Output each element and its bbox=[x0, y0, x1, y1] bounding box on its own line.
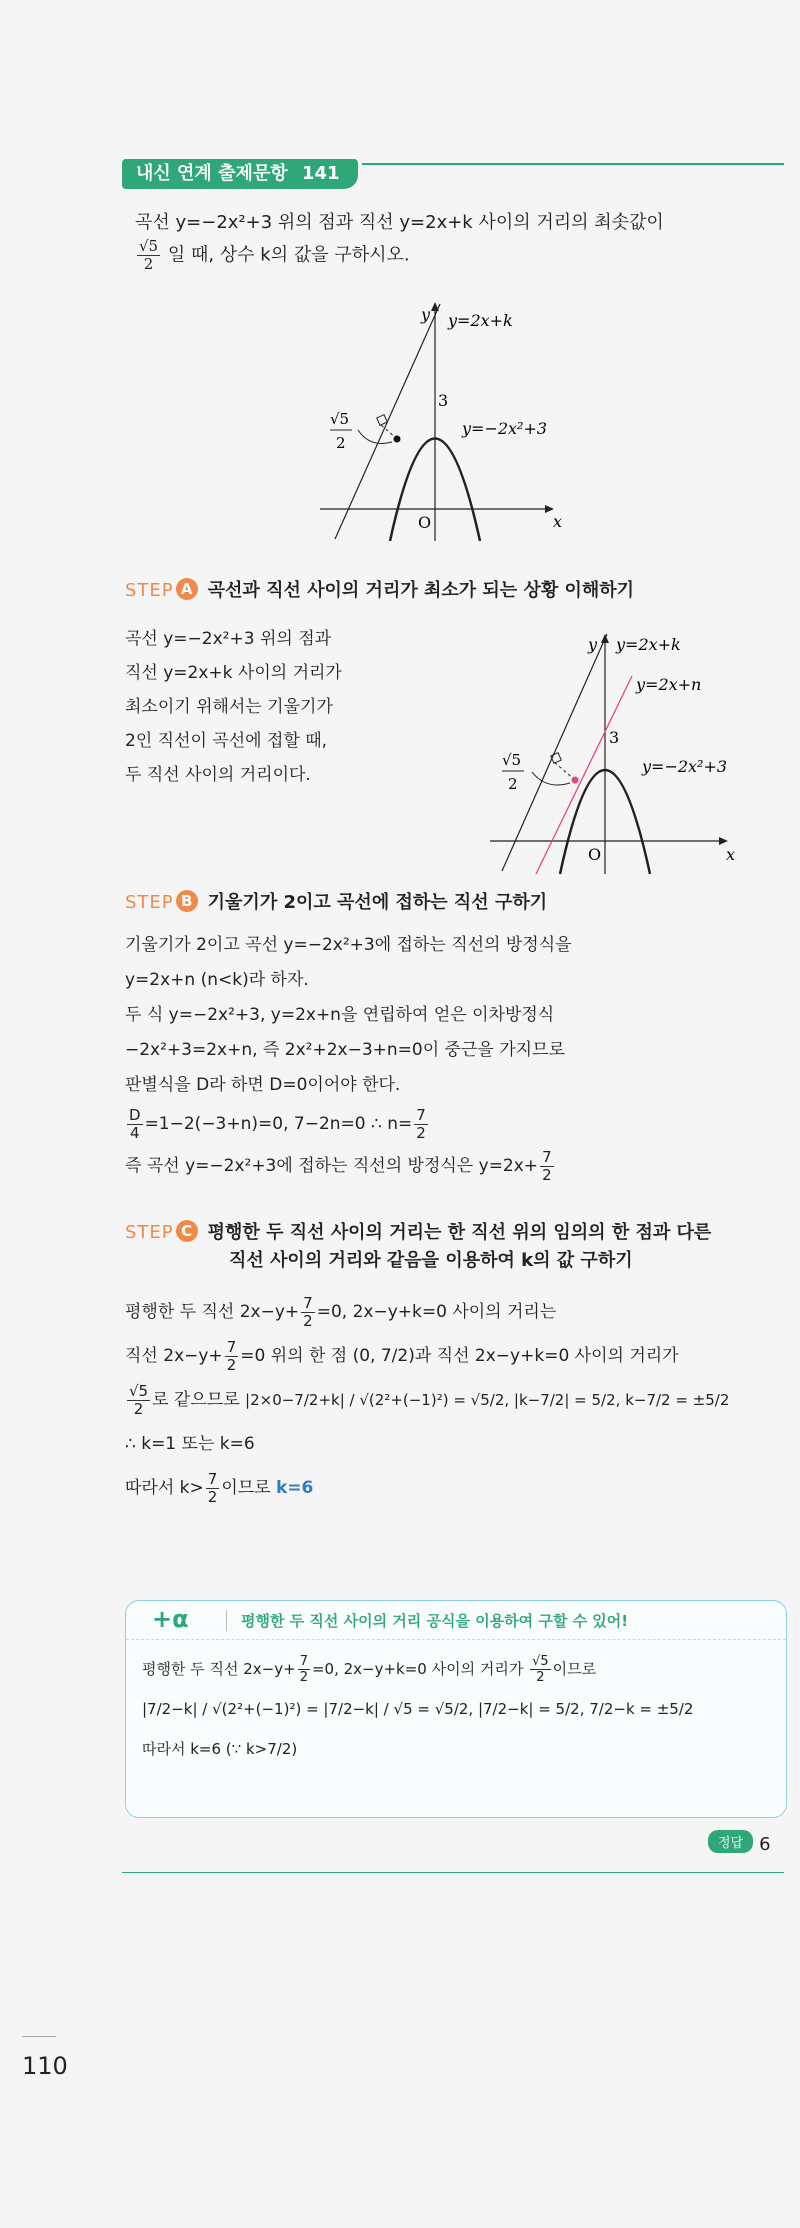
distance-equation: |2×0−7/2+k| / √(2²+(−1)²) = √5/2, |k−7/2| = 5/2, k−7/2 = ±5/2 bbox=[245, 1391, 730, 1409]
graph1-line-label: y=2x+k bbox=[448, 311, 513, 330]
step-c-line-2 bbox=[125, 1334, 785, 1378]
step-c-line-1-b: =0, 2x−y+k=0 사이의 거리는 bbox=[316, 1302, 557, 1322]
answer-badge: 정답 bbox=[708, 1830, 753, 1853]
step-c-body bbox=[125, 1290, 785, 1510]
graph2-dist-den: 2 bbox=[508, 775, 518, 793]
graph1-pointer bbox=[358, 430, 392, 444]
step-a-title: 곡선과 직선 사이의 거리가 최소가 되는 상황 이해하기 bbox=[207, 580, 635, 601]
frac-num: 7 bbox=[226, 1337, 237, 1356]
step-c-line-3 bbox=[125, 1378, 785, 1422]
frac-den: 2 bbox=[207, 1487, 218, 1506]
step-c-letter: C bbox=[176, 1220, 198, 1242]
frac-den: 4 bbox=[130, 1123, 140, 1142]
step-b-letter: B bbox=[176, 890, 198, 912]
frac-num: D bbox=[129, 1105, 141, 1124]
tip-line-1 bbox=[142, 1649, 772, 1689]
tip-box-header bbox=[126, 1601, 786, 1640]
header-number: 141 bbox=[301, 163, 340, 184]
header-series: 내신 연계 출제문항 bbox=[136, 163, 288, 184]
graph-1 bbox=[300, 296, 600, 541]
frac-den: 2 bbox=[542, 1165, 552, 1184]
tip-symbol: +α bbox=[152, 1605, 189, 1633]
step-c-header bbox=[125, 1220, 711, 1246]
graph2-tangent-line bbox=[536, 676, 632, 874]
problem-line-2 bbox=[135, 238, 775, 273]
step-b-body bbox=[125, 928, 785, 1187]
graph2-x-label: x bbox=[726, 845, 736, 864]
tip-line-2: |7/2−k| / √(2²+(−1)²) = |7/2−k| / √5 = √5/2, |7/2−k| = 5/2, 7/2−k = ±5/2 bbox=[142, 1700, 694, 1718]
problem-frac-den: 2 bbox=[143, 255, 154, 273]
frac-den: 2 bbox=[226, 1355, 237, 1374]
step-a-line: 곡선 y=−2x²+3 위의 점과 bbox=[125, 629, 332, 649]
frac-7-2 bbox=[206, 1471, 220, 1506]
frac-sqrt5-2 bbox=[127, 1383, 150, 1418]
step-c-line-1-a: 평행한 두 직선 2x−y+ bbox=[125, 1302, 300, 1322]
frac-7-2 bbox=[298, 1654, 310, 1685]
step-a-line: 직선 y=2x+k 사이의 거리가 bbox=[125, 663, 342, 683]
tip-line-1-a: 평행한 두 직선 2x−y+ bbox=[142, 1660, 296, 1678]
answer-value: 6 bbox=[759, 1834, 771, 1855]
graph1-dist-num: √5 bbox=[330, 410, 350, 428]
tangent-intercept bbox=[540, 1149, 554, 1184]
step-c-line-2-c: 과 직선 2x−y+k=0 사이의 거리가 bbox=[414, 1346, 679, 1366]
graph2-y-label: y bbox=[588, 635, 598, 654]
tip-title: 평행한 두 직선 사이의 거리 공식을 이용하여 구할 수 있어! bbox=[226, 1610, 628, 1631]
frac-7-2 bbox=[301, 1295, 315, 1330]
frac-num: 7 bbox=[207, 1469, 218, 1488]
tip-line-1-c: 이므로 bbox=[552, 1660, 597, 1678]
frac-den: 2 bbox=[133, 1399, 144, 1418]
step-b-line-3: 두 식 y=−2x²+3, y=2x+n을 연립하여 얻은 이차방정식 bbox=[125, 1005, 555, 1025]
problem-line-2-rest: 일 때, 상수 k의 값을 구하시오. bbox=[167, 244, 410, 266]
step-c-label: STEP bbox=[125, 1222, 174, 1243]
step-a-header bbox=[125, 578, 634, 604]
frac-sqrt5-2 bbox=[530, 1654, 551, 1685]
step-b-title: 기울기가 2이고 곡선에 접하는 직선 구하기 bbox=[207, 892, 548, 913]
graph2-origin: O bbox=[588, 845, 602, 864]
step-c-line-5 bbox=[125, 1466, 785, 1510]
step-b-line-6-rest: =1−2(−3+n)=0, 7−2n=0 ∴ n= bbox=[144, 1114, 413, 1134]
step-b-line-4: −2x²+3=2x+n, 즉 2x²+2x−3+n=0이 중근을 가지므로 bbox=[125, 1040, 565, 1060]
d-over-4 bbox=[127, 1107, 143, 1142]
frac-num: 7 bbox=[303, 1293, 313, 1312]
step-c-title-1: 평행한 두 직선 사이의 거리는 한 직선 위의 임의의 한 점과 다른 bbox=[207, 1222, 712, 1243]
frac-den: 2 bbox=[536, 1670, 545, 1685]
step-a-line: 2인 직선이 곡선에 접할 때, bbox=[125, 731, 328, 751]
graph1-intercept: 3 bbox=[438, 391, 449, 410]
step-c-line-4: ∴ k=1 또는 k=6 bbox=[125, 1434, 255, 1454]
step-a-letter: A bbox=[176, 578, 198, 600]
step-c-line-5-a: 따라서 k> bbox=[125, 1478, 204, 1498]
problem-frac-num: √5 bbox=[139, 237, 159, 255]
frac-num: 7 bbox=[416, 1105, 426, 1124]
n-value bbox=[414, 1107, 428, 1142]
frac-den: 2 bbox=[303, 1311, 313, 1330]
graph2-dist-num: √5 bbox=[502, 751, 522, 769]
step-b-label: STEP bbox=[125, 892, 174, 913]
step-b-line-7 bbox=[125, 1145, 785, 1187]
page-number-rule bbox=[22, 2036, 56, 2037]
graph2-curve-label: y=−2x²+3 bbox=[642, 757, 728, 776]
tip-line-3: 따라서 k=6 (∵ k>7/2) bbox=[142, 1740, 298, 1758]
step-a-line: 두 직선 사이의 거리이다. bbox=[125, 765, 311, 785]
problem-header bbox=[122, 157, 784, 191]
problem-statement bbox=[135, 208, 775, 273]
problem-fraction bbox=[137, 238, 160, 273]
frac-num: 7 bbox=[299, 1654, 308, 1669]
answer bbox=[708, 1830, 771, 1855]
final-answer-inline: k=6 bbox=[276, 1478, 314, 1498]
graph2-distance-segment bbox=[554, 762, 575, 780]
tip-body bbox=[142, 1649, 772, 1769]
header-tag bbox=[122, 159, 358, 189]
frac-num: 7 bbox=[542, 1147, 552, 1166]
step-c-line-3-text: 로 같으므로 bbox=[152, 1390, 240, 1410]
step-b-line-7-text: 즉 곡선 y=−2x²+3에 접하는 직선의 방정식은 y=2x+ bbox=[125, 1156, 539, 1176]
graph1-curve-label: y=−2x²+3 bbox=[462, 419, 548, 438]
step-c-header-2 bbox=[229, 1248, 633, 1274]
step-c-line-5-b: 이므로 bbox=[221, 1478, 271, 1498]
graph1-origin: O bbox=[418, 513, 432, 532]
graph-2 bbox=[470, 626, 780, 876]
graph2-tangent-label: y=2x+n bbox=[636, 675, 702, 694]
graph1-dist-den: 2 bbox=[336, 434, 346, 452]
graph1-x-label: x bbox=[553, 512, 563, 531]
step-c-line-2-a: 직선 2x−y+ bbox=[125, 1346, 223, 1366]
tip-box bbox=[125, 1600, 787, 1818]
step-b-line-1: 기울기가 2이고 곡선 y=−2x²+3에 접하는 직선의 방정식을 bbox=[125, 935, 572, 955]
step-c-line-1 bbox=[125, 1290, 785, 1334]
bottom-rule bbox=[122, 1872, 784, 1873]
step-a-line: 최소이기 위해서는 기울기가 bbox=[125, 697, 333, 717]
graph2-tangent-point bbox=[572, 777, 579, 784]
graph1-y-label: y bbox=[421, 305, 431, 324]
graph1-point bbox=[394, 436, 401, 443]
tip-line-1-b: =0, 2x−y+k=0 사이의 거리가 bbox=[311, 1660, 524, 1678]
step-c-title-2: 직선 사이의 거리와 같음을 이용하여 k의 값 구하기 bbox=[229, 1250, 633, 1271]
step-a-label: STEP bbox=[125, 580, 174, 601]
page-number: 110 bbox=[22, 2052, 68, 2080]
frac-num: √5 bbox=[129, 1381, 149, 1400]
frac-den: 2 bbox=[299, 1670, 308, 1685]
frac-7-2 bbox=[225, 1339, 239, 1374]
frac-num: √5 bbox=[532, 1654, 549, 1669]
frac-den: 2 bbox=[416, 1123, 426, 1142]
problem-line-1: 곡선 y=−2x²+3 위의 점과 직선 y=2x+k 사이의 거리의 최솟값이 bbox=[135, 212, 664, 233]
step-b-line-5: 판별식을 D라 하면 D=0이어야 한다. bbox=[125, 1075, 401, 1095]
step-a-body bbox=[125, 622, 425, 792]
point-coordinates: (0, 7/2) bbox=[352, 1346, 415, 1366]
graph2-line-k-label: y=2x+k bbox=[616, 635, 681, 654]
graph1-right-angle bbox=[377, 415, 388, 426]
step-b-header bbox=[125, 890, 547, 916]
step-b-line-6 bbox=[125, 1103, 785, 1145]
graph2-pointer bbox=[532, 772, 570, 785]
header-rule bbox=[362, 163, 784, 165]
graph2-intercept: 3 bbox=[609, 728, 620, 747]
graph2-x-arrow bbox=[719, 837, 728, 845]
step-c-line-2-b: =0 위의 한 점 bbox=[240, 1346, 348, 1366]
step-b-line-2: y=2x+n (n<k)라 하자. bbox=[125, 970, 309, 990]
